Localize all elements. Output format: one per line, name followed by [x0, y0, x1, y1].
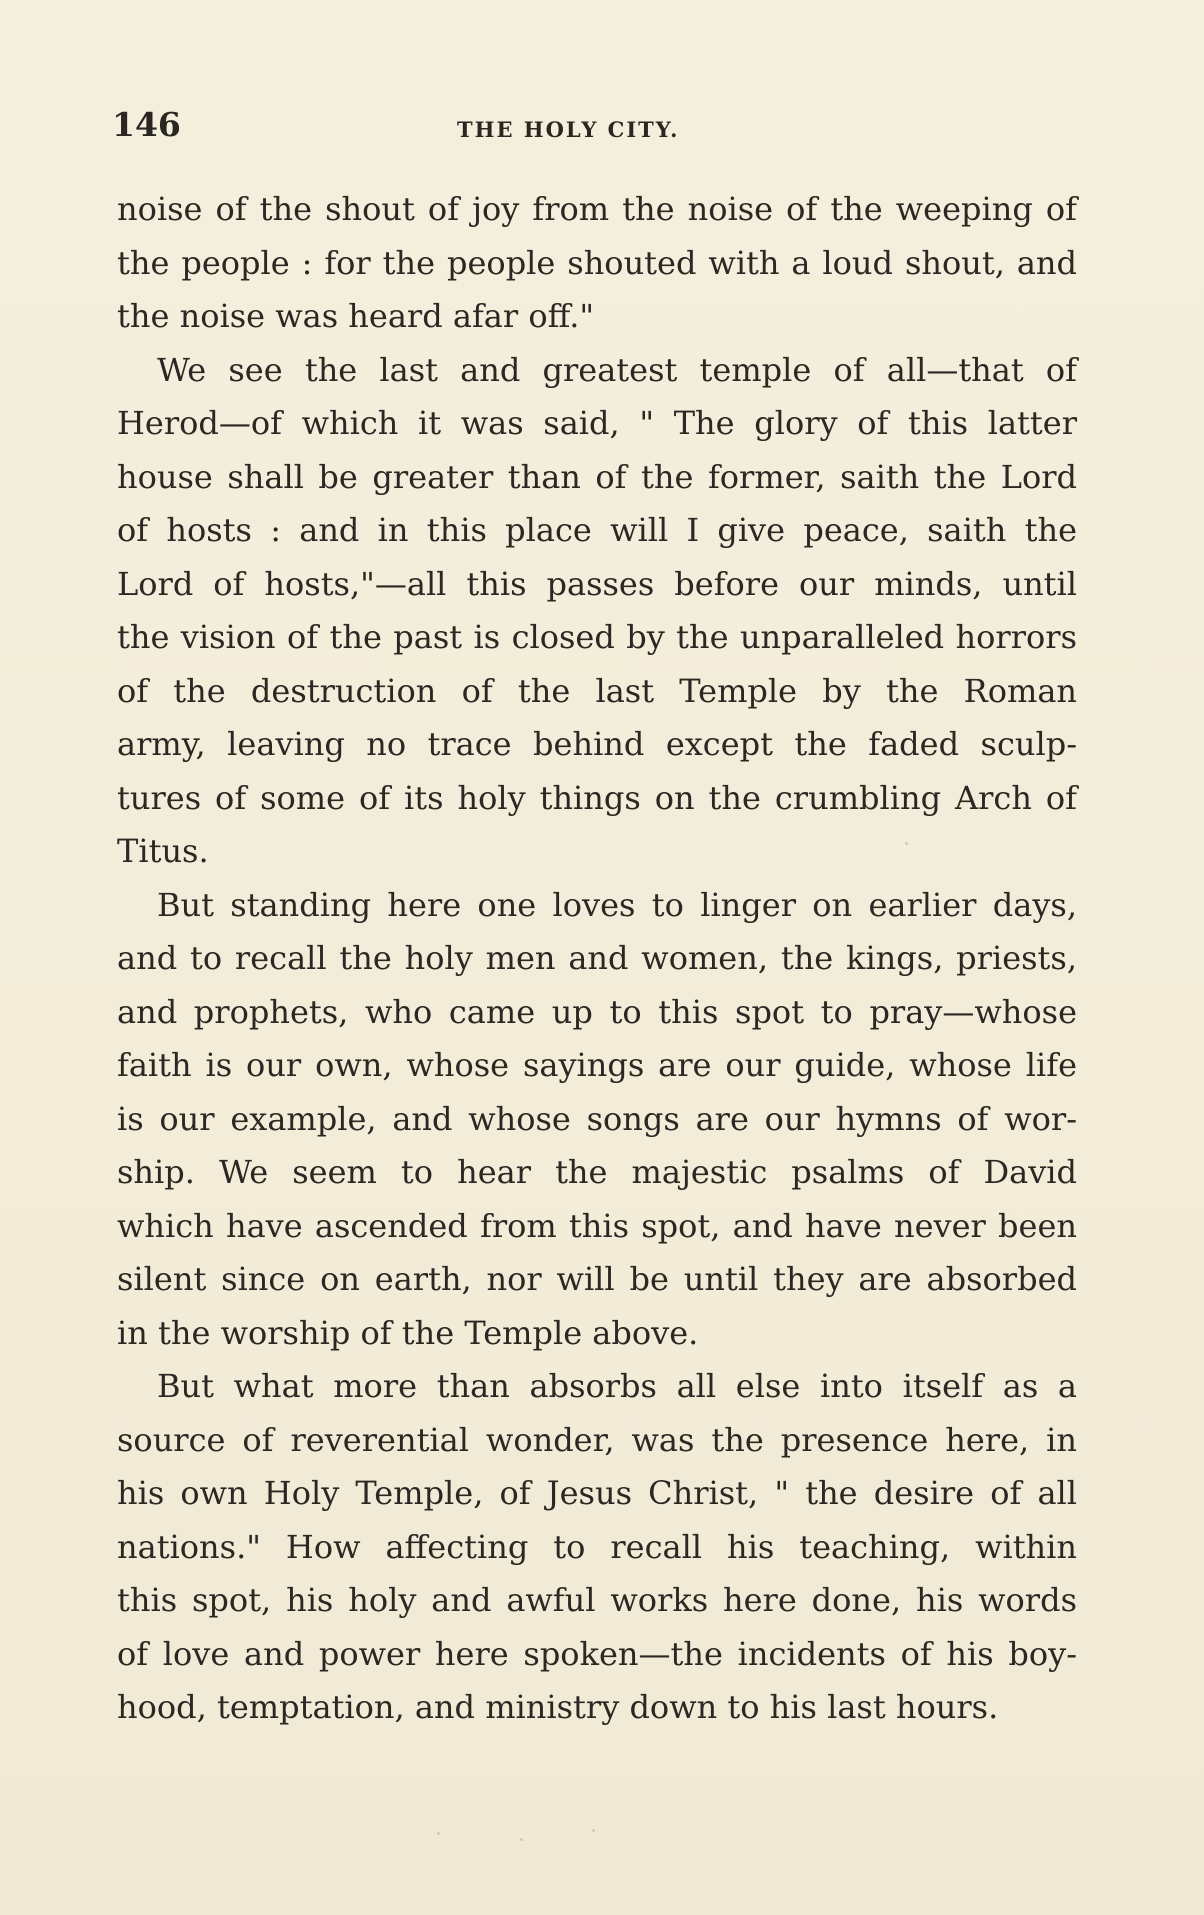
page-header — [112, 105, 1042, 155]
text-line: his own Holy Temple, of Jesus Christ, " the desire of all — [117, 1474, 1077, 1512]
text-line: Titus. — [117, 832, 209, 870]
paragraph — [117, 1360, 1077, 1735]
paper-speck — [592, 1829, 595, 1832]
text-line: the vision of the past is closed by the unparalleled horrors — [117, 618, 1077, 656]
text-line: army, leaving no trace behind except the faded sculp- — [117, 725, 1077, 763]
text-line: this spot, his holy and awful works here done, his words — [117, 1581, 1077, 1619]
paper-speck — [905, 842, 908, 845]
text-line: of hosts : and in this place will I give peace, saith the — [117, 511, 1077, 549]
running-head: THE HOLY CITY. — [457, 117, 680, 142]
text-line: ship. We seem to hear the majestic psalms of David — [117, 1153, 1077, 1191]
text-line: is our example, and whose songs are our hymns of wor- — [117, 1099, 1077, 1138]
text-line: and to recall the holy men and women, the kings, priests, — [117, 939, 1077, 977]
paragraph — [117, 344, 1077, 879]
text-line: Lord of hosts,"—all this passes before our minds, until — [117, 564, 1077, 603]
text-line: and prophets, who came up to this spot to pray—whose — [117, 992, 1077, 1031]
text-line: silent since on earth, nor will be until they are absorbed — [117, 1260, 1077, 1298]
body-text — [117, 183, 1077, 1735]
text-line: Herod—of which it was said, " The glory of this latter — [117, 404, 1077, 442]
paper-speck — [520, 1838, 523, 1841]
text-line: noise of the shout of joy from the noise of the weeping of — [117, 190, 1077, 228]
text-line: the people : for the people shouted with a loud shout, and — [117, 243, 1077, 282]
text-line: But what more than absorbs all else into itself as a — [157, 1367, 1077, 1405]
text-line: house shall be greater than of the former, saith the Lord — [117, 457, 1077, 496]
text-line: of the destruction of the last Temple by the Roman — [117, 671, 1077, 710]
paragraph — [117, 879, 1077, 1361]
paragraph — [117, 183, 1077, 344]
text-line: tures of some of its holy things on the crumbling Arch of — [117, 778, 1077, 817]
text-line: source of reverential wonder, was the presence here, in — [117, 1420, 1077, 1459]
text-line: We see the last and greatest temple of all—that of — [157, 350, 1077, 389]
text-line: of love and power here spoken—the incidents of his boy- — [117, 1634, 1077, 1673]
text-line: faith is our own, whose sayings are our guide, whose life — [117, 1046, 1077, 1084]
text-line: hood, temptation, and ministry down to his last hours. — [117, 1688, 999, 1726]
text-line: the noise was heard afar off." — [117, 297, 595, 335]
text-line: But standing here one loves to linger on earlier days, — [157, 885, 1077, 924]
text-line: which have ascended from this spot, and have never been — [117, 1206, 1077, 1245]
text-line: nations." How affecting to recall his teaching, within — [117, 1527, 1077, 1566]
paper-speck — [437, 1832, 440, 1835]
page-number: 146 — [112, 105, 181, 144]
text-line: in the worship of the Temple above. — [117, 1313, 699, 1352]
